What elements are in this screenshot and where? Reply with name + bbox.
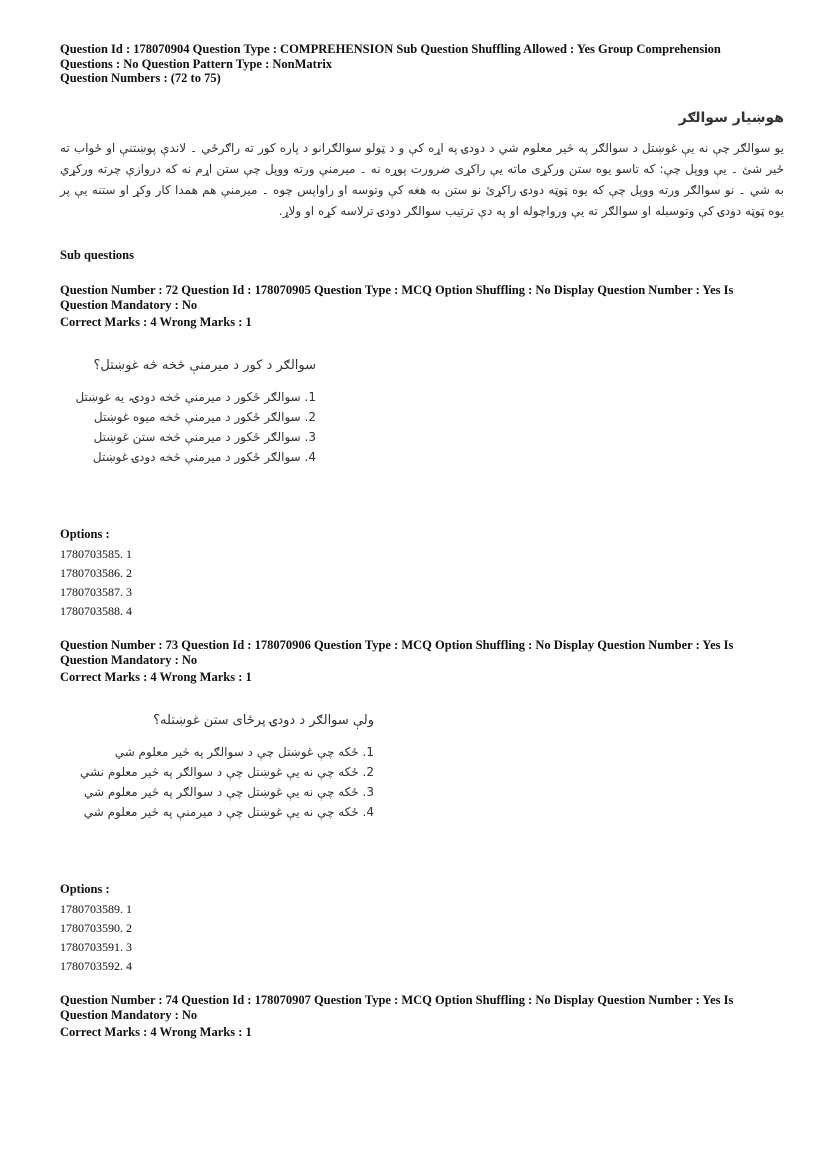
q74-header-line1: Question Number : 74 Question Id : 178070907 Question Type : MCQ Option Shuffling : No Display Question Number : Yes Is xyxy=(60,993,734,1007)
q73-options-label: Options : xyxy=(60,882,110,896)
q73-choice-1: 1. ځکه چې غوښتل چې د سوالګر په څير معلوم شي xyxy=(114,745,374,759)
q73-options xyxy=(60,882,132,976)
q73-option-ids xyxy=(60,900,132,976)
q72-option-id-3: 1780703587. 3 xyxy=(60,585,132,599)
q73-question-block xyxy=(60,713,374,822)
q73-header-line1: Question Number : 73 Question Id : 178070906 Question Type : MCQ Option Shuffling : No Display Question Number : Yes Is xyxy=(60,638,734,652)
q74-header xyxy=(60,993,784,1040)
q72-choice-1: 1. سوالګر ځکور د ميرمنې څخه دودۍ، يه غوښتل xyxy=(75,390,316,404)
q73-choice-2: 2. ځکه چې نه يې غوښتل چې د سوالګر په څير معلوم نشي xyxy=(79,765,374,779)
q73-question-text: ولې سوالګر د دودۍ پرځای ستن غوښتله؟ xyxy=(153,713,374,728)
sub-questions-label: Sub questions xyxy=(60,248,134,262)
q74-marks: Correct Marks : 4 Wrong Marks : 1 xyxy=(60,1025,252,1039)
q74-header-line2: Question Mandatory : No xyxy=(60,1007,198,1022)
passage-text: يو سوالګر چې نه يې غوښتل د سوالګر په څير معلوم شي د دودۍ په اړه کې و د ټولو سوالګرانو د پاره کور ته راګرځي ۔ لاندې پوښتنې او ځواب ته ځير شئ ۔ يې ووپل چې: که تاسو يوه ستن ورکړی ماته يې راکړی ضرورت پوړه نه ۔ ميرمنې ورته ووپل چې ستن اړم نه که دروازې چرته ورکړي به شي ۔ نو سوالګر ورته ووپل چې که يوه ټوټه دودۍ راکړئ نو ستن به هغه کې وتوسه او راواپس چوه ۔ ميرمنې هم همدا کار وکړ او ستنه يې پر يوه ټوټه دودۍ کې وتوسبله او سوالګر ته يې ورواچوله او په دې ترتيب سوالګر دودۍ ترلاسه کړه او ولاړ. xyxy=(60,141,784,218)
q72-choice-4: 4. سوالګر ځکور د ميرمنې څخه دودۍ غوښتل xyxy=(92,450,316,464)
q73-option-id-3: 1780703591. 3 xyxy=(60,940,132,954)
q72-options xyxy=(60,527,132,621)
q72-option-id-4: 1780703588. 4 xyxy=(60,604,132,618)
group-header xyxy=(60,42,784,86)
q72-option-id-2: 1780703586. 2 xyxy=(60,566,132,580)
q72-choice-2: 2. سوالګر ځکور د ميرمنې څخه ميوه غوښتل xyxy=(93,410,316,424)
q72-header-line2: Question Mandatory : No xyxy=(60,297,198,312)
q73-choices xyxy=(60,742,374,822)
q73-choice-3: 3. ځکه چې نه يې غوښتل چې د سوالګر په څير معلوم شي xyxy=(83,785,374,799)
q72-option-id-1: 1780703585. 1 xyxy=(60,547,132,561)
group-header-line2: Questions : No Question Pattern Type : NonMatrix xyxy=(60,56,333,71)
passage xyxy=(60,110,784,222)
q72-choice-3: 3. سوالګر ځکور د ميرمنې څخه ستن غوښتل xyxy=(93,430,316,444)
q73-choice-4: 4. ځکه چې نه يې غوښتل چې د ميرمنې په څير معلوم شي xyxy=(83,805,374,819)
q72-question-block xyxy=(60,358,316,467)
q73-option-id-2: 1780703590. 2 xyxy=(60,921,132,935)
q72-header xyxy=(60,283,784,330)
q72-header-line1: Question Number : 72 Question Id : 178070905 Question Type : MCQ Option Shuffling : No Display Question Number : Yes Is xyxy=(60,283,734,297)
q73-marks: Correct Marks : 4 Wrong Marks : 1 xyxy=(60,670,252,684)
q73-header xyxy=(60,638,784,685)
q72-choices xyxy=(60,387,316,467)
group-header-line3: Question Numbers : (72 to 75) xyxy=(60,71,221,85)
q72-question-text: سوالګر د کور د ميرمنې څخه څه غوښتل؟ xyxy=(93,358,316,373)
q73-option-id-4: 1780703592. 4 xyxy=(60,959,132,973)
q72-option-ids xyxy=(60,545,132,621)
q72-options-label: Options : xyxy=(60,527,110,541)
q72-marks: Correct Marks : 4 Wrong Marks : 1 xyxy=(60,315,252,329)
passage-title: هوښيار سوالګر xyxy=(678,110,784,126)
q73-option-id-1: 1780703589. 1 xyxy=(60,902,132,916)
q73-header-line2: Question Mandatory : No xyxy=(60,652,198,667)
group-header-line1: Question Id : 178070904 Question Type : COMPREHENSION Sub Question Shuffling Allowed : Yes Group Comprehension xyxy=(60,42,721,56)
